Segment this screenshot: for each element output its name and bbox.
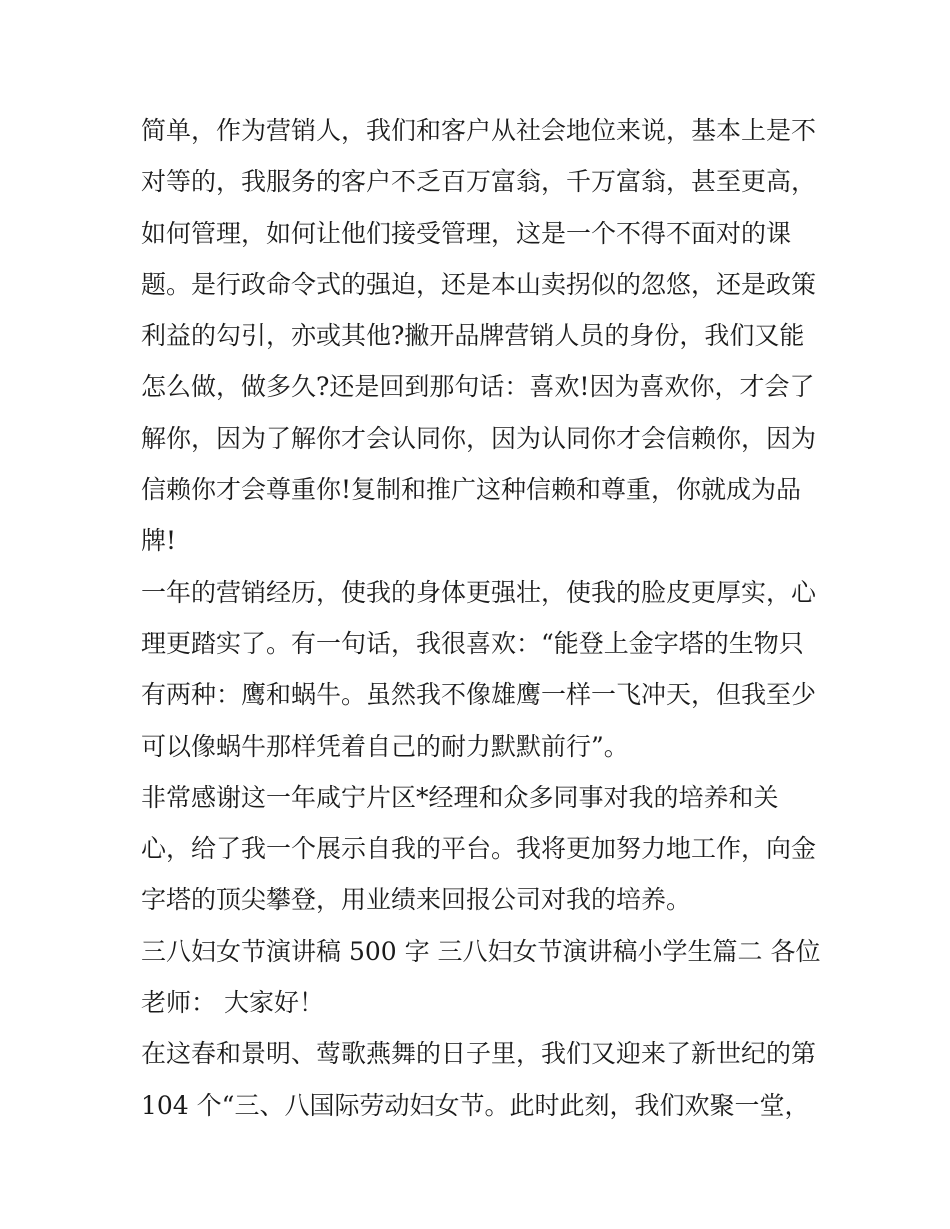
document-body bbox=[141, 105, 821, 1131]
text-line: 牌! bbox=[141, 526, 177, 556]
text-line: 心，给了我一个展示自我的平台。我将更加努力地工作，向金 bbox=[141, 834, 817, 864]
text-line: 字塔的顶尖攀登，用业绩来回报公司对我的培养。 bbox=[141, 885, 692, 915]
text-line: 可以像蜗牛那样凭着自己的耐力默默前行”。 bbox=[141, 731, 629, 761]
text-line: 理更踏实了。有一句话，我很喜欢：“能登上金字塔的生物只 bbox=[141, 628, 804, 658]
text-line: 104 个“三、八国际劳动妇女节。此时此刻，我们欢聚一堂， bbox=[141, 1090, 810, 1120]
text-line: 一年的营销经历，使我的身体更强壮，使我的脸皮更厚实，心 bbox=[141, 577, 817, 607]
text-line: 怎么做，做多久?还是回到那句话：喜欢!因为喜欢你，才会了 bbox=[141, 372, 815, 402]
text-line: 简单，作为营销人，我们和客户从社会地位来说，基本上是不 bbox=[141, 116, 817, 145]
text-line: 老师： 大家好！ bbox=[141, 988, 324, 1018]
text-line: 题。是行政命令式的强迫，还是本山卖拐似的忽悠，还是政策 bbox=[141, 269, 817, 299]
text-line: 有两种：鹰和蜗牛。虽然我不像雄鹰一样一飞冲天，但我至少 bbox=[141, 680, 817, 710]
text-line: 解你，因为了解你才会认同你，因为认同你才会信赖你，因为 bbox=[141, 423, 817, 453]
text-line: 利益的勾引，亦或其他?撇开品牌营销人员的身份，我们又能 bbox=[141, 321, 805, 351]
text-line: 在这春和景明、莺歌燕舞的日子里，我们又迎来了新世纪的第 bbox=[141, 1039, 817, 1069]
text-line: 三八妇女节演讲稿 500 字 三八妇女节演讲稿小学生篇二 各位 bbox=[141, 936, 821, 966]
text-line: 如何管理，如何让他们接受管理，这是一个不得不面对的课 bbox=[141, 218, 792, 248]
text-line: 对等的，我服务的客户不乏百万富翁，千万富翁，甚至更高， bbox=[141, 167, 817, 197]
text-line: 非常感谢这一年咸宁片区*经理和众多同事对我的培养和关 bbox=[141, 782, 779, 812]
text-line: 信赖你才会尊重你!复制和推广这种信赖和尊重，你就成为品 bbox=[141, 475, 802, 505]
